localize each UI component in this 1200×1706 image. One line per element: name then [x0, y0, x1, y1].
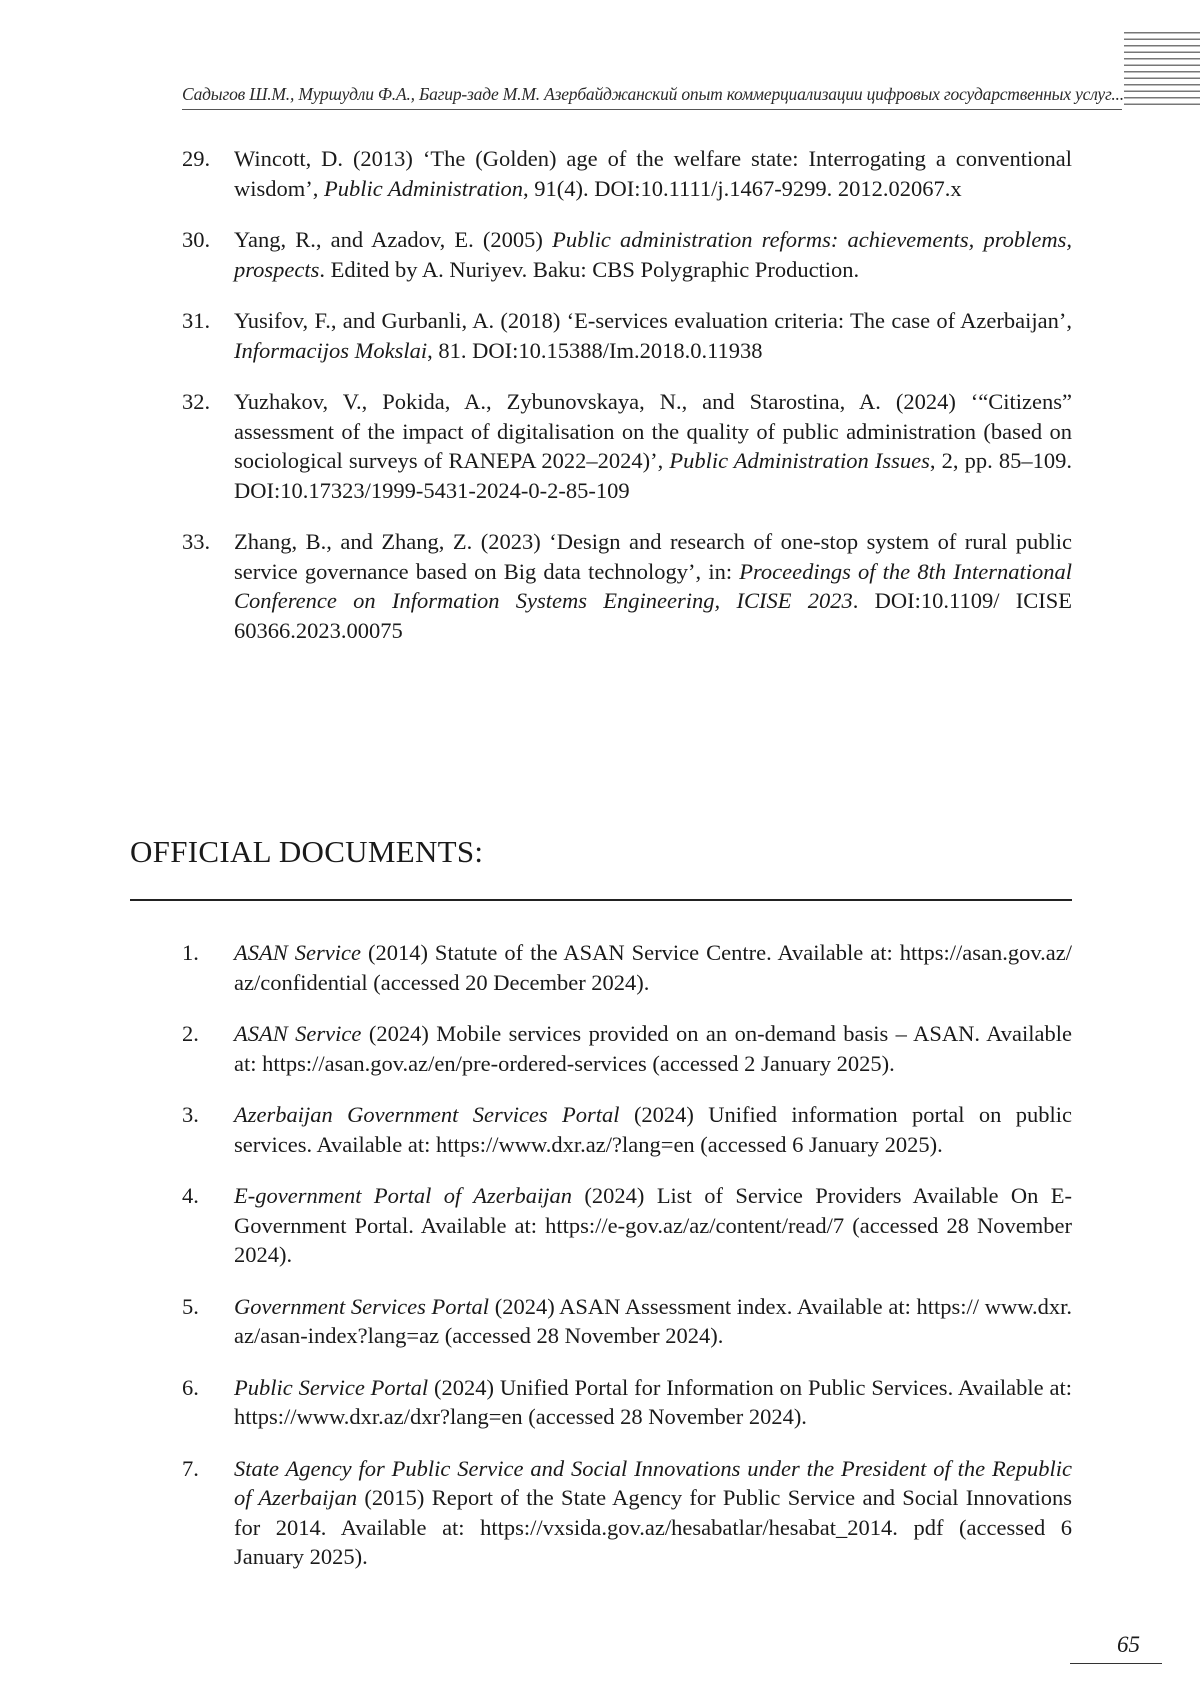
- document-source: Public Service Portal: [234, 1374, 429, 1400]
- reference-number: 30.: [182, 227, 211, 252]
- document-source: Government Services Portal: [234, 1293, 490, 1319]
- document-item: [182, 1100, 1072, 1159]
- reference-part: Yuzhakov, V., Pokida, A., Zybunovskaya, N., and Starostina, A. (2024) ‘“Citizens” assessment of the impact of digitalisation on the quality of public administration (based on sociological surveys of RANEPA 2022–2024)’,: [234, 389, 1072, 473]
- document-source: ASAN Service: [234, 1021, 362, 1046]
- document-text: [234, 1454, 1072, 1572]
- reference-journal: Public Administration Issues: [669, 448, 930, 473]
- reference-part: . DOI:10.1109/ ICISE 60366.2023.00075: [234, 588, 1072, 643]
- document-part: (2015) Report of the State Agency for Public Service and Social Innovations for 2014. Available at: https://vxsida.gov.az/hesabatlar/hesabat_2014. pdf (accessed 6 January 2025).: [234, 1485, 1073, 1569]
- reference-item: [182, 527, 1072, 645]
- running-head: Садыгов Ш.М., Муршудли Ф.А., Багир-заде М.М. Азербайджанский опыт коммерциализации цифровых государственных услуг...: [182, 84, 1124, 104]
- reference-item: [182, 225, 1072, 284]
- reference-item: [182, 144, 1072, 203]
- section-heading-official-documents: OFFICIAL DOCUMENTS:: [130, 834, 484, 869]
- document-text: [234, 1100, 1072, 1159]
- reference-book-title: Public administration reforms: achievements, problems, prospects: [234, 227, 1072, 282]
- document-source: ASAN Service: [234, 940, 361, 965]
- reference-number: 31.: [182, 308, 211, 333]
- reference-part: Zhang, B., and Zhang, Z. (2023) ‘Design and research of one-stop system of rural public service governance based on Big data technology’, in:: [234, 529, 1072, 584]
- document-part: (2024) ASAN Assessment index. Available at: https:// www.dxr. az/asan-index?lang=az (accessed 28 November 2024).: [234, 1293, 1072, 1348]
- document-text: [234, 938, 1072, 997]
- reference-part: . Edited by A. Nuriyev. Baku: CBS Polygraphic Production.: [319, 256, 860, 282]
- document-number: 6.: [182, 1374, 199, 1400]
- document-text: [234, 1373, 1072, 1432]
- document-item: [182, 1373, 1072, 1432]
- header-stripe-ornament: [1124, 32, 1200, 110]
- reference-part: Yang, R., and Azadov, E. (2005): [234, 227, 553, 252]
- document-source: State Agency for Public Service and Social Innovations under the President of the Republic of Azerbaijan: [234, 1455, 1072, 1510]
- reference-journal: Public Administration: [324, 175, 523, 201]
- document-item: [182, 938, 1072, 997]
- document-part: (2024) Unified information portal on public services. Available at: https://www.dxr.az/?lang=en (accessed 6 January 2025).: [234, 1102, 1072, 1157]
- section-rule: [130, 899, 1072, 901]
- reference-text: [234, 387, 1072, 505]
- document-number: 2.: [182, 1021, 199, 1046]
- document-item: [182, 1454, 1072, 1572]
- document-source: E-government Portal of Azerbaijan: [234, 1183, 573, 1208]
- document-source: Azerbaijan Government Services Portal: [234, 1102, 620, 1127]
- page-number: 65: [1117, 1632, 1140, 1657]
- reference-part: , 2, pp. 85–109. DOI:10.17323/1999-5431-2024-0-2-85-109: [234, 448, 1072, 503]
- reference-part: , 81. DOI:10.15388/Im.2018.0.11938: [427, 337, 763, 363]
- document-number: 7.: [182, 1455, 199, 1481]
- document-number: 1.: [182, 940, 199, 965]
- official-documents-list: [182, 938, 1072, 1594]
- document-text: [234, 1019, 1072, 1078]
- document-number: 5.: [182, 1293, 199, 1319]
- document-item: [182, 1181, 1072, 1270]
- document-number: 3.: [182, 1102, 199, 1127]
- reference-text: [234, 527, 1072, 645]
- header-rule: [182, 109, 1122, 110]
- reference-proceedings: Proceedings of the 8th International Conference on Information Systems Engineering, ICISE 2023: [234, 558, 1072, 613]
- document-text: [234, 1292, 1072, 1351]
- reference-item: [182, 306, 1072, 365]
- reference-journal: Informacijos Mokslai: [234, 337, 428, 363]
- reference-part: Wincott, D. (2013) ‘The (Golden) age of the welfare state: Interrogating a conventional wisdom’,: [234, 146, 1072, 201]
- document-text: [234, 1181, 1072, 1270]
- document-number: 4.: [182, 1183, 199, 1208]
- document-item: [182, 1019, 1072, 1078]
- reference-number: 33.: [182, 529, 211, 554]
- document-part: (2024) Mobile services provided on an on-demand basis – ASAN. Available at: https://asan.gov.az/en/pre-ordered-services (accessed 2 January 2025).: [234, 1021, 1072, 1076]
- document-part: (2014) Statute of the ASAN Service Centre. Available at: https://asan.gov.az/ az/confidential (accessed 20 December 2024).: [234, 940, 1072, 995]
- reference-number: 32.: [182, 389, 211, 414]
- document-part: (2024) Unified Portal for Information on Public Services. Available at: https://www.dxr.az/dxr?lang=en (accessed 28 November 2024).: [234, 1374, 1072, 1429]
- document-item: [182, 1292, 1072, 1351]
- footer-rule: [1070, 1663, 1162, 1664]
- reference-text: [234, 144, 1072, 203]
- reference-part: , 91(4). DOI:10.1111/j.1467-9299. 2012.02067.x: [522, 175, 962, 201]
- reference-number: 29.: [182, 146, 211, 171]
- reference-text: [234, 306, 1072, 365]
- reference-part: Yusifov, F., and Gurbanli, A. (2018) ‘E-services evaluation criteria: The case of Azerbaijan’,: [234, 308, 1072, 333]
- reference-item: [182, 387, 1072, 505]
- reference-text: [234, 225, 1072, 284]
- reference-list: [182, 144, 1072, 667]
- document-part: (2024) List of Service Providers Available On E-Government Portal. Available at: https://e-gov.az/az/content/read/7 (accessed 28 November 2024).: [234, 1183, 1072, 1267]
